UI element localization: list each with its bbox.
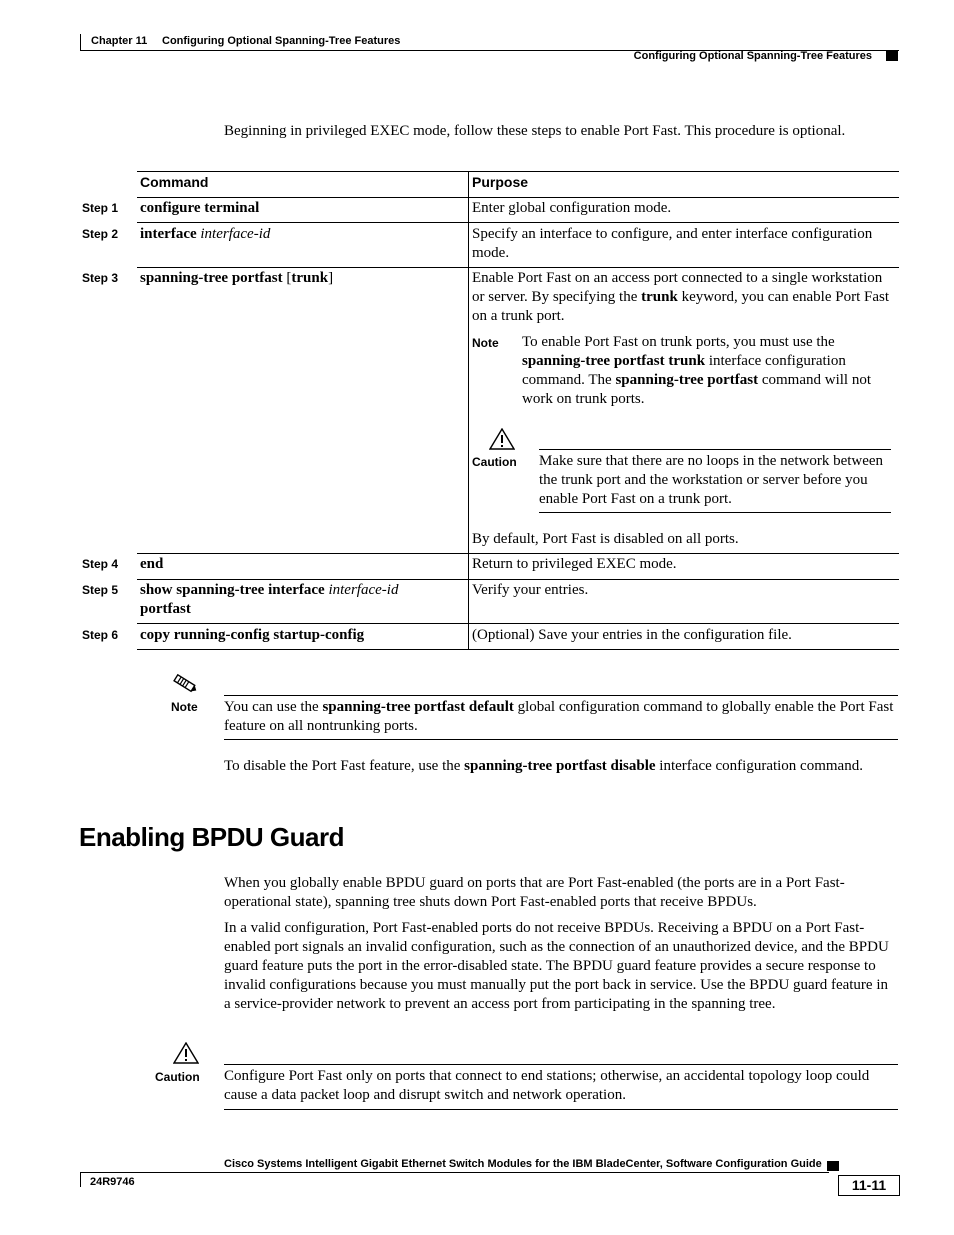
table-column-divider bbox=[468, 171, 469, 649]
table-bottom-rule bbox=[137, 649, 899, 650]
step-purpose: Return to privileged EXEC mode. bbox=[472, 556, 677, 572]
table-row-rule bbox=[137, 222, 899, 223]
step-purpose: Enable Port Fast on an access port connected to a single workstation or server. By specifying the trunk keyword, you can enable Port Fast on a trunk port. bbox=[472, 270, 890, 324]
column-header-purpose: Purpose bbox=[472, 174, 529, 190]
note-text: You can use the spanning-tree portfast default global configuration command to globally enable the Port Fast feature on all nontrunking ports. bbox=[224, 699, 894, 734]
step-purpose: (Optional) Save your entries in the configuration file. bbox=[472, 627, 792, 643]
section-heading: Enabling BPDU Guard bbox=[79, 822, 344, 852]
step-label: Step 3 bbox=[82, 271, 119, 285]
caution-icon bbox=[489, 428, 515, 450]
step-purpose: Verify your entries. bbox=[472, 582, 589, 598]
step-command: spanning-tree portfast [trunk] bbox=[140, 270, 334, 286]
footer-rule bbox=[80, 1172, 829, 1187]
table-caution-label: Caution bbox=[472, 455, 517, 469]
running-header bbox=[80, 34, 899, 51]
step-command: copy running-config startup-config bbox=[140, 627, 365, 643]
table-row-rule bbox=[137, 267, 899, 268]
table-row-rule bbox=[137, 579, 899, 580]
step-command: interface interface-id bbox=[140, 226, 271, 242]
header-chapter-title: Configuring Optional Spanning-Tree Features bbox=[162, 35, 401, 47]
caution-text: Configure Port Fast only on ports that connect to end stations; otherwise, an accidental topology loop could cause a data packet loop and disrupt switch and network operation. bbox=[224, 1068, 870, 1103]
header-section-title: Configuring Optional Spanning-Tree Features bbox=[633, 50, 872, 62]
note-bottom-rule bbox=[224, 739, 898, 740]
table-top-rule bbox=[137, 171, 899, 172]
section-paragraph-1: When you globally enable BPDU guard on ports that are Port Fast-enabled (the ports are in a Port Fast-operational state), spanning tree shuts down Port Fast-enabled ports that receive BPDUs. bbox=[224, 875, 845, 910]
table-default-text: By default, Port Fast is disabled on all ports. bbox=[472, 531, 739, 547]
disable-paragraph: To disable the Port Fast feature, use the spanning-tree portfast disable interface configuration command. bbox=[224, 758, 863, 774]
table-row-rule bbox=[137, 553, 899, 554]
footer-guide-title: Cisco Systems Intelligent Gigabit Ethernet Switch Modules for the IBM BladeCenter, Software Configuration Guide bbox=[224, 1158, 822, 1170]
intro-paragraph: Beginning in privileged EXEC mode, follow these steps to enable Port Fast. This procedure is optional. bbox=[224, 123, 846, 139]
caution-bottom-rule bbox=[224, 1109, 898, 1110]
note-top-rule bbox=[224, 695, 898, 696]
table-caution-text: Make sure that there are no loops in the network between the trunk port and the workstation or server before you enable Port Fast on a trunk port. bbox=[539, 453, 884, 507]
table-row-rule bbox=[137, 623, 899, 624]
caution-icon bbox=[173, 1042, 199, 1064]
step-purpose: Enter global configuration mode. bbox=[472, 200, 672, 216]
step-label: Step 1 bbox=[82, 201, 119, 215]
table-note-text: To enable Port Fast on trunk ports, you must use the spanning-tree portfast trunk interface configuration command. The spanning-tree portfast command will not work on trunk ports. bbox=[522, 334, 871, 407]
note-label: Note bbox=[171, 700, 198, 714]
header-marker bbox=[886, 51, 898, 61]
footer-doc-number: 24R9746 bbox=[90, 1176, 135, 1188]
table-header-rule bbox=[137, 197, 899, 198]
step-purpose: Specify an interface to configure, and enter interface configuration mode. bbox=[472, 226, 873, 261]
header-chapter: Chapter 11 bbox=[91, 35, 148, 47]
footer-page-number: 11-11 bbox=[838, 1175, 900, 1196]
section-paragraph-2: In a valid configuration, Port Fast-enabled ports do not receive BPDUs. Receiving a BPDU on a Port Fast-enabled port signals an invalid configuration, such as the connection of an unauthorized device, and the BPDU guard feature puts the port in the error-disabled state. The BPDU guard feature provides a secure response to invalid configurations because you must manually put the port back in service. Use the BPDU guard feature in a service-provider network to prevent an access port from participating in the spanning tree. bbox=[224, 920, 889, 1012]
step-label: Step 5 bbox=[82, 583, 119, 597]
step-label: Step 6 bbox=[82, 628, 119, 642]
footer-marker bbox=[827, 1161, 839, 1171]
caution-label: Caution bbox=[155, 1070, 200, 1084]
step-label: Step 4 bbox=[82, 557, 119, 571]
step-command: show spanning-tree interface interface-id portfast bbox=[140, 582, 399, 617]
step-label: Step 2 bbox=[82, 227, 119, 241]
column-header-command: Command bbox=[140, 174, 209, 190]
table-caution-bottom-rule bbox=[539, 512, 891, 513]
table-note-label: Note bbox=[472, 336, 499, 350]
step-command: configure terminal bbox=[140, 200, 260, 216]
step-command: end bbox=[140, 556, 164, 572]
caution-top-rule bbox=[224, 1064, 898, 1065]
table-caution-top-rule bbox=[539, 449, 891, 450]
note-icon bbox=[171, 672, 199, 696]
